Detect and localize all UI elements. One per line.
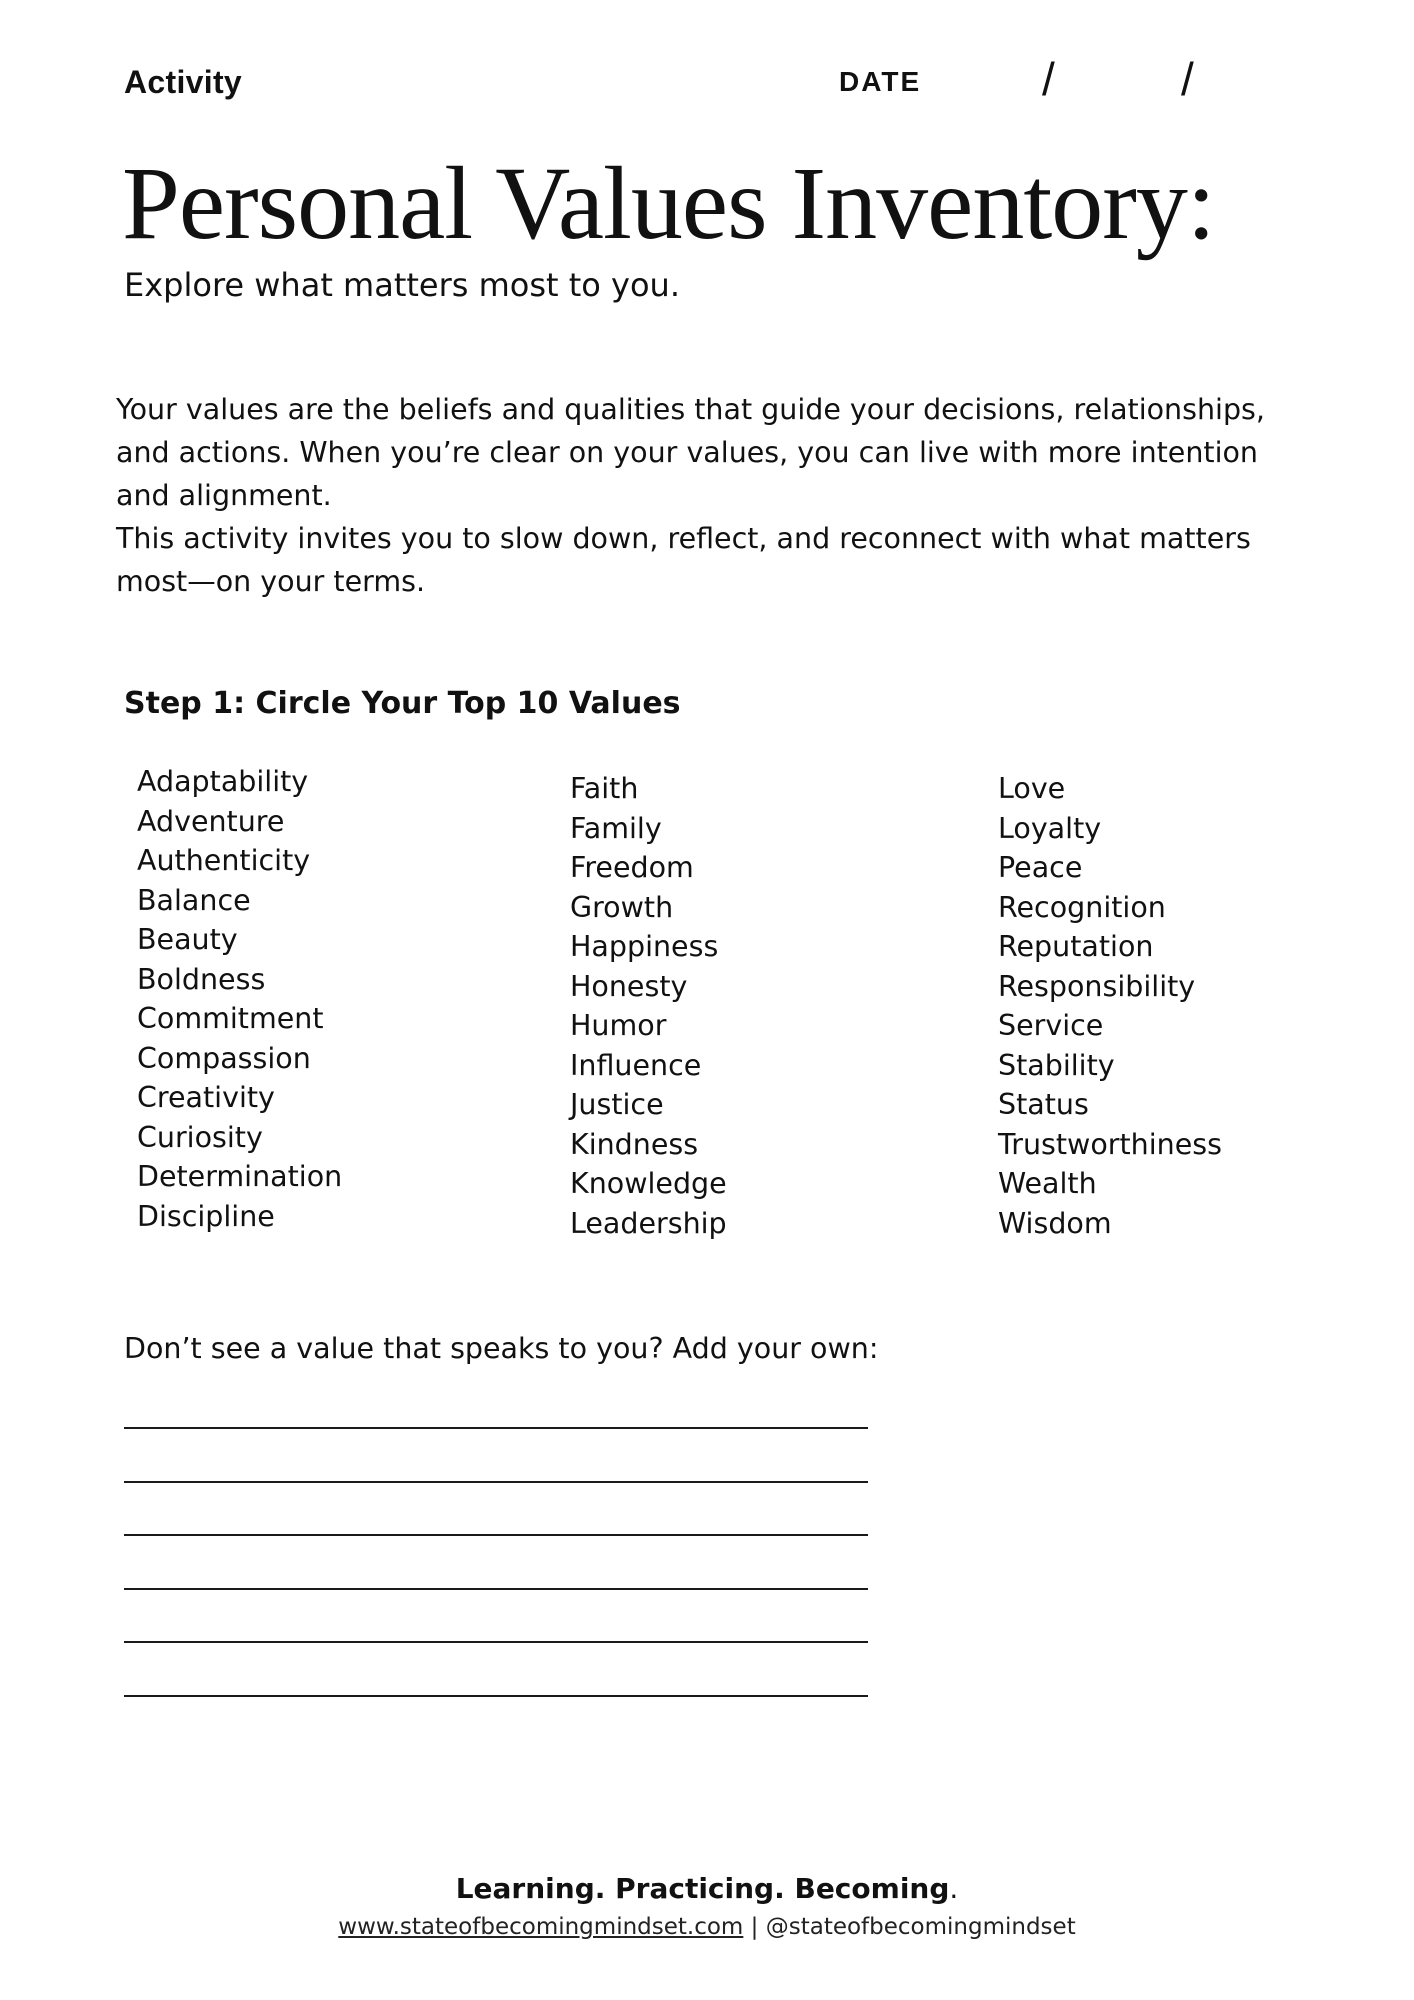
value-item[interactable]: Freedom	[570, 851, 694, 884]
value-item[interactable]: Leadership	[570, 1206, 727, 1240]
value-item[interactable]: Humor	[570, 1009, 667, 1042]
value-item[interactable]: Boldness	[137, 962, 266, 996]
value-item[interactable]: Discipline	[137, 1199, 275, 1233]
intro-text	[116, 388, 1296, 603]
date-separator-2: /	[1181, 53, 1194, 105]
value-item[interactable]: Creativity	[137, 1081, 275, 1114]
step-1-heading: Step 1: Circle Your Top 10 Values	[124, 686, 681, 721]
value-item[interactable]: Peace	[998, 851, 1083, 884]
website-link[interactable]: www.stateofbecomingmindset.com	[338, 1914, 744, 1940]
footer-tagline	[0, 1872, 1414, 1905]
value-item[interactable]: Adventure	[137, 804, 285, 838]
add-own-prompt: Don’t see a value that speaks to you? Add your own:	[124, 1332, 879, 1365]
value-item[interactable]: Beauty	[137, 923, 238, 956]
value-item[interactable]: Wealth	[998, 1167, 1097, 1200]
value-item[interactable]: Curiosity	[137, 1120, 263, 1154]
value-item[interactable]: Determination	[137, 1160, 343, 1193]
write-in-line[interactable]	[124, 1534, 868, 1536]
value-item[interactable]: Recognition	[998, 890, 1166, 924]
write-in-line[interactable]	[124, 1427, 868, 1429]
date-separator-1: /	[1042, 53, 1055, 105]
value-item[interactable]: Influence	[570, 1048, 702, 1082]
value-item[interactable]: Wisdom	[998, 1206, 1112, 1240]
value-item[interactable]: Service	[998, 1009, 1104, 1042]
value-item[interactable]: Compassion	[137, 1041, 311, 1075]
tagline-text: Learning. Practicing. Becoming	[455, 1872, 950, 1905]
value-item[interactable]: Reputation	[998, 930, 1154, 963]
value-item[interactable]: Loyalty	[998, 811, 1102, 845]
value-item[interactable]: Trustworthiness	[998, 1127, 1222, 1161]
value-item[interactable]: Stability	[998, 1048, 1115, 1082]
value-item[interactable]: Authenticity	[137, 844, 311, 877]
value-item[interactable]: Commitment	[137, 1002, 324, 1035]
value-item[interactable]: Love	[998, 772, 1066, 805]
value-item[interactable]: Kindness	[570, 1127, 699, 1161]
intro-paragraph-1: Your values are the beliefs and qualities that guide your decisions, relationships, and actions. When you’re clear on your values, you can live with more intention and alignment.	[116, 393, 1265, 512]
value-item[interactable]: Honesty	[570, 969, 688, 1003]
footer-links	[0, 1914, 1414, 1940]
page-subtitle: Explore what matters most to you.	[124, 266, 680, 304]
values-column-1	[137, 762, 342, 1236]
value-item[interactable]: Knowledge	[570, 1167, 727, 1200]
value-item[interactable]: Adaptability	[137, 765, 309, 798]
value-item[interactable]: Family	[570, 811, 662, 845]
values-column-3	[998, 769, 1222, 1243]
value-item[interactable]: Responsibility	[998, 969, 1196, 1003]
footer-separator: |	[743, 1914, 766, 1940]
write-in-lines	[124, 1427, 868, 1749]
write-in-line[interactable]	[124, 1695, 868, 1697]
value-item[interactable]: Balance	[137, 883, 251, 917]
social-handle[interactable]: @stateofbecomingmindset	[765, 1914, 1076, 1940]
activity-label: Activity	[124, 64, 242, 100]
value-item[interactable]: Happiness	[570, 930, 719, 963]
date-label: DATE	[839, 66, 922, 97]
write-in-line[interactable]	[124, 1641, 868, 1643]
tagline-period: .	[949, 1872, 959, 1905]
write-in-line[interactable]	[124, 1588, 868, 1590]
page-title: Personal Values Inventory:	[122, 146, 1215, 261]
value-item[interactable]: Faith	[570, 772, 639, 805]
write-in-line[interactable]	[124, 1481, 868, 1483]
value-item[interactable]: Growth	[570, 890, 674, 924]
intro-paragraph-2: This activity invites you to slow down, reflect, and reconnect with what matters most—on your terms.	[116, 522, 1251, 598]
value-item[interactable]: Justice	[570, 1088, 664, 1121]
values-column-2	[570, 769, 727, 1243]
value-item[interactable]: Status	[998, 1088, 1089, 1121]
